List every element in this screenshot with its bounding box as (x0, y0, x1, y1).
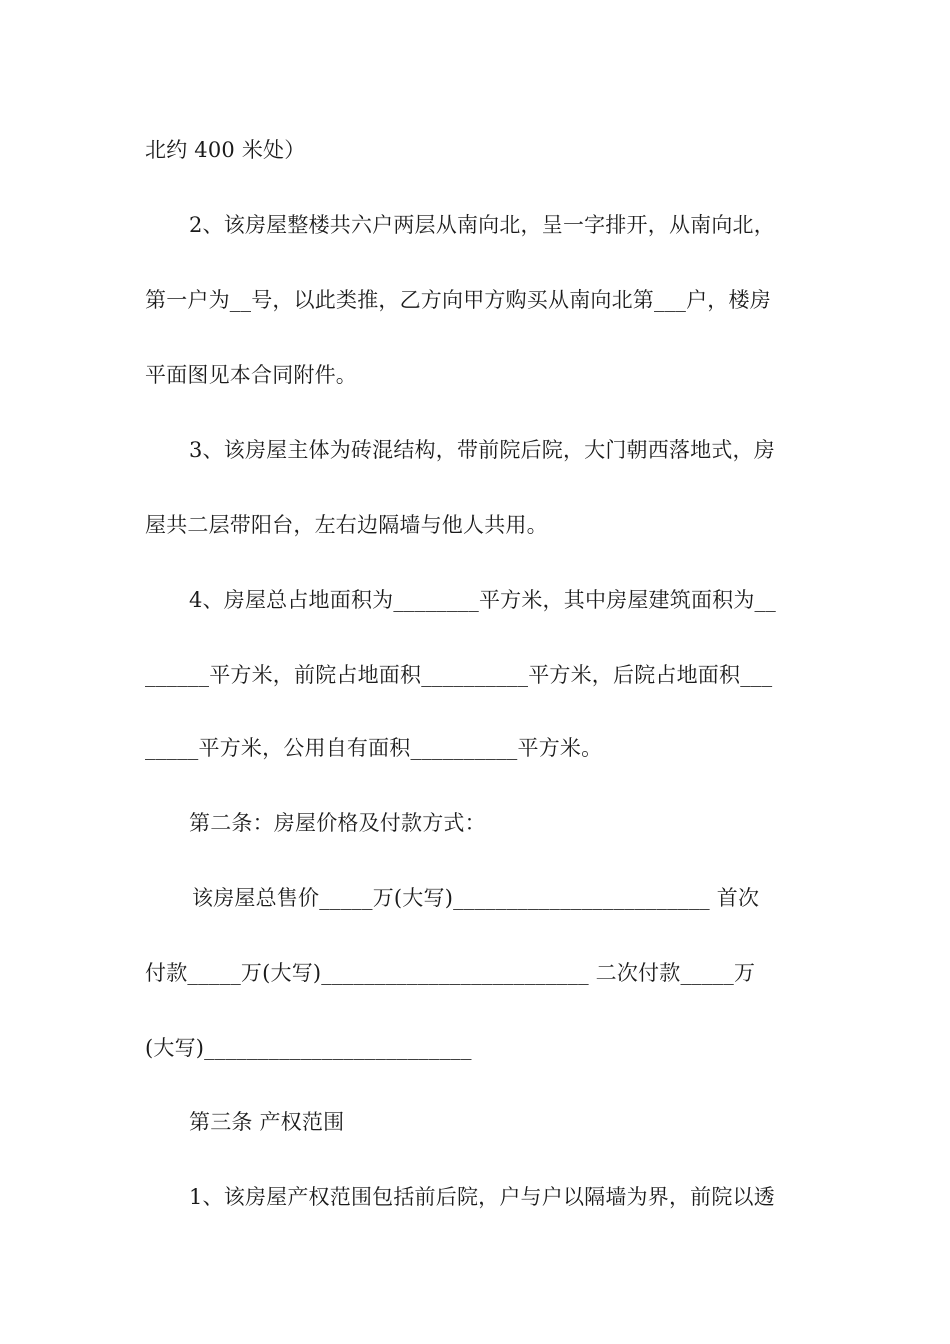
text-line (0, 1028, 950, 1068)
text-line (0, 280, 950, 320)
line-text: ______平方米，前院占地面积__________平方米，后院占地面积___ (145, 663, 773, 687)
line-text: 4、房屋总占地面积为________平方米，其中房屋建筑面积为__ (189, 588, 776, 612)
line-text: 付款_____万(大写)_________________________ 二次付款_____万 (145, 961, 756, 985)
line-text: (大写)_________________________ (145, 1036, 472, 1060)
text-line (0, 728, 950, 768)
text-line (0, 130, 950, 170)
text-line (0, 803, 950, 843)
section-heading: 第二条：房屋价格及付款方式： (189, 811, 486, 835)
text-line (0, 505, 950, 545)
line-text: 3、该房屋主体为砖混结构，带前院后院，大门朝西落地式，房 (189, 438, 775, 462)
text-line (0, 1102, 950, 1142)
line-text: 2、该房屋整楼共六户两层从南向北，呈一字排开，从南向北， (189, 213, 775, 237)
text-line (0, 878, 950, 918)
text-line (0, 953, 950, 993)
text-line (0, 1177, 950, 1217)
text-line (0, 655, 950, 695)
section-heading: 第三条 产权范围 (189, 1110, 345, 1134)
text-line (0, 205, 950, 245)
line-text: 第一户为__号，以此类推，乙方向甲方购买从南向北第___户，楼房 (145, 288, 771, 312)
text-line (0, 355, 950, 395)
line-text: 平面图见本合同附件。 (145, 363, 357, 387)
line-text: 1、该房屋产权范围包括前后院，户与户以隔墙为界，前院以透 (189, 1185, 775, 1209)
text-line (0, 430, 950, 470)
line-text: 该房屋总售价_____万(大写)________________________ 首次 (192, 886, 760, 910)
line-text: _____平方米，公用自有面积__________平方米。 (145, 736, 603, 760)
text-line (0, 580, 950, 620)
line-text: 屋共二层带阳台，左右边隔墙与他人共用。 (145, 513, 548, 537)
line-text: 北约 400 米处） (145, 138, 306, 162)
